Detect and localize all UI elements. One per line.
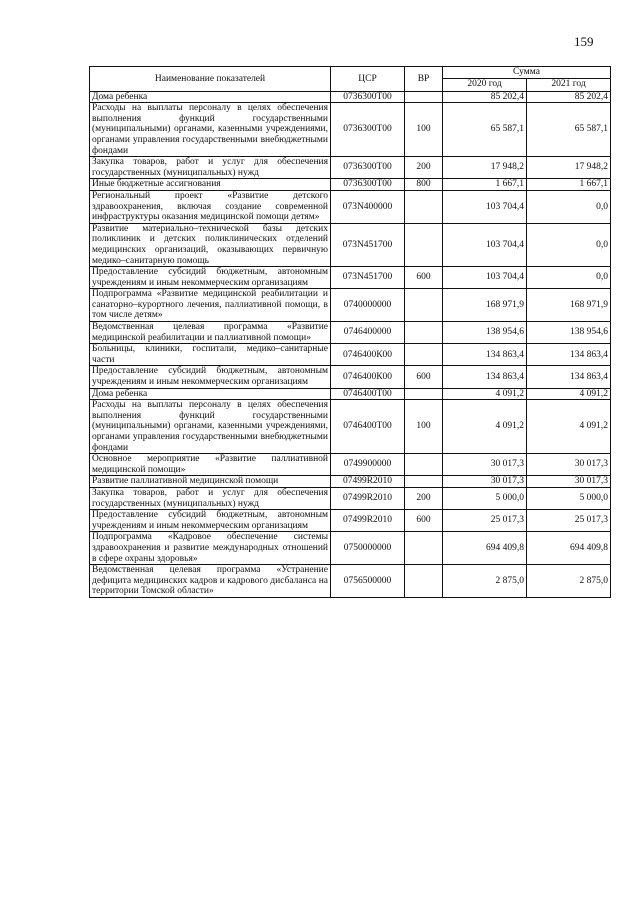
row-vr: [405, 565, 443, 598]
row-amount-2021: 0,0: [527, 223, 611, 266]
row-csr: 0746400К00: [331, 344, 405, 366]
table-row: [90, 223, 611, 266]
row-amount-2021: 134 863,4: [527, 366, 611, 388]
row-amount-2021: 85 202,4: [527, 91, 611, 103]
table-row: [90, 366, 611, 388]
header-sum: Сумма: [443, 67, 611, 79]
table-row: [90, 322, 611, 344]
row-amount-2020: 134 863,4: [443, 366, 527, 388]
row-vr: [405, 322, 443, 344]
row-vr: 600: [405, 510, 443, 532]
row-name: Развитие паллиативной медицинской помощи: [90, 476, 331, 488]
row-vr: [405, 223, 443, 266]
row-amount-2020: 103 704,4: [443, 267, 527, 289]
row-amount-2020: 1 667,1: [443, 179, 527, 191]
table-row: [90, 454, 611, 476]
row-amount-2021: 4 091,2: [527, 388, 611, 400]
row-name: Предоставление субсидий бюджетным, автономным учреждениям и иным некоммерческим организациям: [90, 267, 331, 289]
row-amount-2020: 65 587,1: [443, 103, 527, 157]
row-amount-2021: 5 000,0: [527, 487, 611, 509]
row-amount-2020: 2 875,0: [443, 565, 527, 598]
row-amount-2020: 85 202,4: [443, 91, 527, 103]
budget-table: [89, 66, 611, 598]
row-name: Иные бюджетные ассигнования: [90, 179, 331, 191]
row-csr: 0746400000: [331, 322, 405, 344]
row-name: Основное мероприятие «Развитие паллиативной медицинской помощи»: [90, 454, 331, 476]
row-name: Ведомственная целевая программа «Устранение дефицита медицинских кадров и кадрового дисбаланса на территории Томской области»: [90, 565, 331, 598]
row-name: Закупка товаров, работ и услуг для обеспечения государственных (муниципальных) нужд: [90, 157, 331, 179]
table-row: [90, 532, 611, 565]
row-vr: 600: [405, 267, 443, 289]
header-year-2021: 2021 год: [527, 78, 611, 91]
row-vr: 100: [405, 103, 443, 157]
row-amount-2020: 694 409,8: [443, 532, 527, 565]
row-csr: 0736300Т00: [331, 103, 405, 157]
row-amount-2021: 30 017,3: [527, 476, 611, 488]
row-name: Подпрограмма «Кадровое обеспечение системы здравоохранения и развитие международных отношений в сфере охраны здоровья»: [90, 532, 331, 565]
table-row: [90, 157, 611, 179]
row-csr: 0736300Т00: [331, 157, 405, 179]
row-amount-2021: 2 875,0: [527, 565, 611, 598]
header-vr: ВР: [405, 67, 443, 92]
row-name: Расходы на выплаты персоналу в целях обеспечения выполнения функций государственными (муниципальными) органами, казенными учреждениями, органами управления государственными внебюджетными фондами: [90, 400, 331, 454]
row-csr: 0749900000: [331, 454, 405, 476]
header-year-2020: 2020 год: [443, 78, 527, 91]
row-csr: 0746400К00: [331, 366, 405, 388]
row-amount-2020: 138 954,6: [443, 322, 527, 344]
row-vr: [405, 532, 443, 565]
table-row: [90, 289, 611, 322]
row-amount-2020: 17 948,2: [443, 157, 527, 179]
row-vr: [405, 344, 443, 366]
row-vr: [405, 289, 443, 322]
row-vr: 200: [405, 157, 443, 179]
row-amount-2021: 30 017,3: [527, 454, 611, 476]
table-row: [90, 510, 611, 532]
row-amount-2020: 5 000,0: [443, 487, 527, 509]
row-name: Ведомственная целевая программа «Развитие медицинской реабилитации и паллиативной помощи»: [90, 322, 331, 344]
header-csr: ЦСР: [331, 67, 405, 92]
row-csr: 07499R2010: [331, 510, 405, 532]
row-csr: 0756500000: [331, 565, 405, 598]
table-row: [90, 179, 611, 191]
table-row: [90, 103, 611, 157]
row-vr: 800: [405, 179, 443, 191]
row-amount-2020: 4 091,2: [443, 400, 527, 454]
row-amount-2020: 4 091,2: [443, 388, 527, 400]
row-name: Дома ребенка: [90, 91, 331, 103]
row-amount-2020: 103 704,4: [443, 190, 527, 223]
row-amount-2021: 168 971,9: [527, 289, 611, 322]
table-row: [90, 476, 611, 488]
row-vr: [405, 454, 443, 476]
row-name: Подпрограмма «Развитие медицинской реабилитации и санаторно–курортного лечения, паллиативной помощи, в том числе детям»: [90, 289, 331, 322]
row-name: Больницы, клиники, госпитали, медико–санитарные части: [90, 344, 331, 366]
row-csr: 07499R2010: [331, 476, 405, 488]
row-csr: 0740000000: [331, 289, 405, 322]
header-name: Наименование показателей: [90, 67, 331, 92]
row-vr: [405, 388, 443, 400]
row-amount-2020: 25 017,3: [443, 510, 527, 532]
row-name: Предоставление субсидий бюджетным, автономным учреждениям и иным некоммерческим организациям: [90, 510, 331, 532]
row-amount-2020: 134 863,4: [443, 344, 527, 366]
row-name: Региональный проект «Развитие детского здравоохранения, включая создание современной инфраструктуры оказания медицинской помощи детям»: [90, 190, 331, 223]
row-amount-2020: 30 017,3: [443, 476, 527, 488]
row-amount-2021: 138 954,6: [527, 322, 611, 344]
row-name: Развитие материально–технической базы детских поликлиник и детских поликлинических отделений медицинских организаций, оказывающих первичную медико–санитарную помощь: [90, 223, 331, 266]
row-name: Предоставление субсидий бюджетным, автономным учреждениям и иным некоммерческим организациям: [90, 366, 331, 388]
table-row: [90, 400, 611, 454]
table-row: [90, 267, 611, 289]
table-row: [90, 91, 611, 103]
row-csr: 0746400Т00: [331, 388, 405, 400]
row-amount-2021: 1 667,1: [527, 179, 611, 191]
row-vr: 200: [405, 487, 443, 509]
row-csr: 0736300Т00: [331, 179, 405, 191]
row-name: Дома ребенка: [90, 388, 331, 400]
row-amount-2021: 0,0: [527, 190, 611, 223]
table-row: [90, 388, 611, 400]
row-csr: 0750000000: [331, 532, 405, 565]
row-amount-2021: 65 587,1: [527, 103, 611, 157]
row-amount-2020: 30 017,3: [443, 454, 527, 476]
table-row: [90, 565, 611, 598]
row-amount-2021: 694 409,8: [527, 532, 611, 565]
row-amount-2021: 4 091,2: [527, 400, 611, 454]
row-amount-2020: 168 971,9: [443, 289, 527, 322]
table-row: [90, 487, 611, 509]
row-amount-2021: 134 863,4: [527, 344, 611, 366]
row-amount-2020: 103 704,4: [443, 223, 527, 266]
row-csr: 073N451700: [331, 223, 405, 266]
row-amount-2021: 25 017,3: [527, 510, 611, 532]
row-vr: [405, 91, 443, 103]
row-csr: 073N400000: [331, 190, 405, 223]
table-row: [90, 344, 611, 366]
row-csr: 0746400Т00: [331, 400, 405, 454]
row-name: Закупка товаров, работ и услуг для обеспечения государственных (муниципальных) нужд: [90, 487, 331, 509]
row-csr: 0736300Т00: [331, 91, 405, 103]
row-vr: [405, 190, 443, 223]
table-row: [90, 190, 611, 223]
row-amount-2021: 17 948,2: [527, 157, 611, 179]
row-vr: 100: [405, 400, 443, 454]
page-number: 159: [574, 34, 594, 49]
row-name: Расходы на выплаты персоналу в целях обеспечения выполнения функций государственными (муниципальными) органами, казенными учреждениями, органами управления государственными внебюджетными фондами: [90, 103, 331, 157]
row-csr: 07499R2010: [331, 487, 405, 509]
row-vr: 600: [405, 366, 443, 388]
row-csr: 073N451700: [331, 267, 405, 289]
row-amount-2021: 0,0: [527, 267, 611, 289]
row-vr: [405, 476, 443, 488]
